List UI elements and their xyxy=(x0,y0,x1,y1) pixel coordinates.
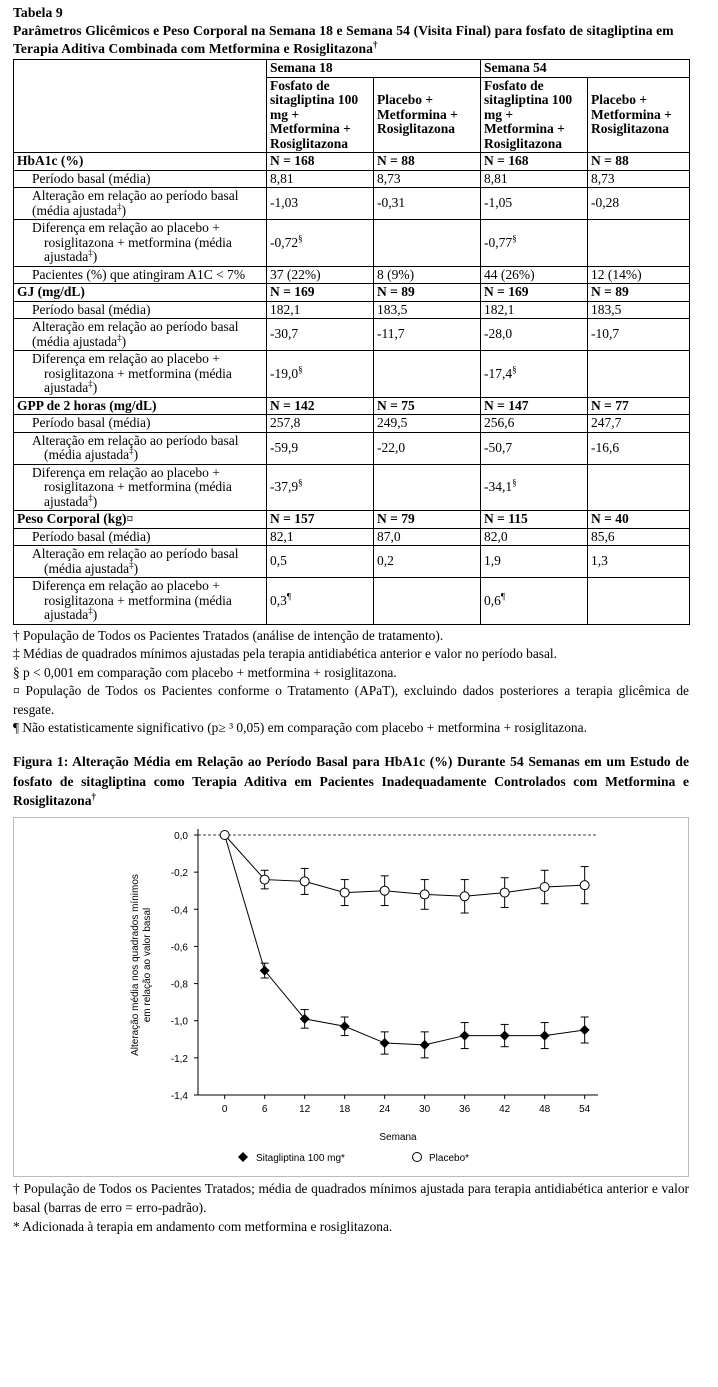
figure-footnote: * Adicionada à terapia em andamento com metformina e rosiglitazona. xyxy=(13,1218,393,1234)
value-text: 182,1 xyxy=(484,301,515,317)
row-label xyxy=(14,432,267,464)
row-label xyxy=(14,546,267,578)
table-row xyxy=(14,170,690,188)
value-cell xyxy=(588,220,690,267)
value-text: 8 (9%) xyxy=(377,266,415,282)
table-row xyxy=(14,266,690,284)
row-label-text: Alteração em relação ao período basal (média ajustada‡) xyxy=(32,319,239,349)
row-label-mark: ‡ xyxy=(129,559,134,569)
placebo-data-point xyxy=(420,889,429,898)
value-cell xyxy=(267,170,374,188)
value-cell xyxy=(267,415,374,433)
placebo-data-point xyxy=(460,891,469,900)
table-header-row-weeks xyxy=(14,60,690,78)
row-label-text: Diferença em relação ao placebo + rosiglitazona + metformina (média ajustada‡) xyxy=(32,351,232,395)
section-n-cell: N = 168 xyxy=(481,153,588,171)
x-tick-label: 12 xyxy=(299,1103,311,1115)
row-label-text: Período basal (média) xyxy=(32,528,151,544)
value-text: -16,6 xyxy=(591,439,620,455)
header-sitagliptin-w54: Fosfato de sitagliptina 100 mg + Metformina + Rosiglitazona xyxy=(481,77,588,153)
section-n-cell: N = 77 xyxy=(588,397,690,415)
sitagliptin-data-point xyxy=(460,1030,470,1040)
x-tick-label: 24 xyxy=(379,1103,391,1115)
value-cell xyxy=(588,546,690,578)
value-text: 247,7 xyxy=(591,415,622,430)
value-cell xyxy=(267,432,374,464)
row-label xyxy=(14,415,267,433)
x-tick-label: 30 xyxy=(419,1103,431,1115)
header-placebo-w54: Placebo + Metformina + Rosiglitazona xyxy=(588,77,690,153)
value-text: 1,3 xyxy=(591,553,608,569)
value-text: -30,7 xyxy=(270,326,299,342)
table-row xyxy=(14,432,690,464)
row-label-mark: ‡ xyxy=(117,332,122,342)
glycemic-parameters-table xyxy=(13,59,690,625)
value-text: -11,7 xyxy=(377,326,405,342)
value-cell xyxy=(588,415,690,433)
row-label-text: Período basal (média) xyxy=(32,170,151,186)
section-name: GPP de 2 horas (mg/dL) xyxy=(17,397,157,413)
x-tick-label: 48 xyxy=(539,1103,551,1115)
sitagliptin-data-point xyxy=(420,1039,430,1049)
value-cell xyxy=(374,170,481,188)
sitagliptin-series-line xyxy=(225,835,585,1045)
value-cell xyxy=(481,319,588,351)
y-tick-label: -0,6 xyxy=(170,941,188,953)
y-tick-label: -0,4 xyxy=(170,904,188,916)
value-text: 1,9 xyxy=(484,553,501,569)
value-cell xyxy=(481,188,588,220)
row-label-mark: ‡ xyxy=(88,605,93,616)
placebo-data-point xyxy=(340,888,349,897)
value-cell xyxy=(267,351,374,398)
y-tick-label: -1,2 xyxy=(170,1053,188,1065)
x-tick-label: 0 xyxy=(221,1103,228,1115)
table-footnote: † População de Todos os Pacientes Tratados (análise de intenção de tratamento). xyxy=(13,627,444,643)
value-text: -0,72 xyxy=(270,234,299,250)
section-label xyxy=(14,397,267,415)
row-label xyxy=(14,578,267,625)
section-mark: ¤ xyxy=(126,511,134,526)
value-mark: ¶ xyxy=(286,591,291,601)
value-text: 0,3 xyxy=(270,592,287,608)
value-cell xyxy=(481,220,588,267)
table-number: Tabela 9 xyxy=(13,5,63,20)
value-cell xyxy=(374,188,481,220)
value-text: 12 (14%) xyxy=(591,266,642,282)
table-row xyxy=(14,220,690,267)
legend-placebo-label: Placebo* xyxy=(429,1152,470,1164)
value-cell xyxy=(267,301,374,319)
table-footnote: ¶ Não estatisticamente significativo (p≥ ³ 0,05) em comparação com placebo + metformina + rosiglitazona. xyxy=(13,720,587,736)
value-text: 183,5 xyxy=(377,301,408,317)
section-n-cell: N = 115 xyxy=(481,511,588,529)
figure-title: Figura 1: Alteração Média em Relação ao Período Basal para HbA1c (%) Durante 54 Semanas em um Estudo de fosfato de sitagliptina como Terapia Aditiva em Pacientes Inadequadamente Controlados com Metformina e Rosiglitazona† xyxy=(13,754,689,809)
table-footnote: § p < 0,001 em comparação com placebo + metformina + rosiglitazona. xyxy=(13,664,397,680)
row-label-text: Período basal (média) xyxy=(32,415,151,430)
row-label-mark: ‡ xyxy=(129,445,134,456)
y-tick-label: -0,2 xyxy=(170,867,188,879)
value-cell xyxy=(588,319,690,351)
value-cell xyxy=(588,266,690,284)
header-sitagliptin-w18: Fosfato de sitagliptina 100 mg + Metformina + Rosiglitazona xyxy=(267,77,374,153)
section-n-cell: N = 88 xyxy=(374,153,481,171)
legend-sitagliptin-label: Sitagliptina 100 mg* xyxy=(256,1152,345,1164)
value-text: -59,9 xyxy=(270,439,299,455)
section-row xyxy=(14,153,690,171)
value-cell xyxy=(267,266,374,284)
placebo-data-point xyxy=(220,830,229,839)
value-cell xyxy=(374,319,481,351)
section-n-cell: N = 157 xyxy=(267,511,374,529)
value-text: -0,28 xyxy=(591,195,620,211)
row-label-text: Período basal (média) xyxy=(32,301,151,317)
section-n-cell: N = 89 xyxy=(374,284,481,302)
value-cell xyxy=(374,351,481,398)
value-text: -17,4 xyxy=(484,365,513,381)
value-mark: § xyxy=(512,364,517,374)
value-cell xyxy=(267,578,374,625)
x-tick-label: 54 xyxy=(579,1103,591,1115)
row-label-mark: ‡ xyxy=(88,492,93,502)
value-cell xyxy=(267,546,374,578)
value-cell xyxy=(374,432,481,464)
value-text: 8,73 xyxy=(591,170,615,186)
table-footnote: ¤ População de Todos os Pacientes conforme o Tratamento (APaT), excluindo dados posteriores a terapia glicêmica de resgate. xyxy=(13,683,689,717)
value-text: -28,0 xyxy=(484,326,513,342)
value-cell xyxy=(374,528,481,546)
value-cell xyxy=(588,188,690,220)
table-row xyxy=(14,301,690,319)
x-axis-title: Semana xyxy=(379,1131,417,1143)
value-text: 44 (26%) xyxy=(484,266,535,282)
value-cell xyxy=(588,432,690,464)
sitagliptin-data-point xyxy=(380,1038,390,1048)
value-text: 85,6 xyxy=(591,528,615,544)
table-caption: Parâmetros Glicêmicos e Peso Corporal na Semana 18 e Semana 54 (Visita Final) para fosfato de sitagliptina em Terapia Aditiva Combinada com Metformina e Rosiglitazona† xyxy=(13,23,674,56)
hba1c-chart xyxy=(13,817,689,1177)
table-row xyxy=(14,188,690,220)
figure-footnotes xyxy=(13,1179,689,1236)
value-cell xyxy=(267,319,374,351)
value-text: 182,1 xyxy=(270,301,301,317)
value-cell xyxy=(588,578,690,625)
placebo-data-point xyxy=(540,882,549,891)
row-label-mark: ‡ xyxy=(88,378,93,389)
value-cell xyxy=(267,220,374,267)
row-label xyxy=(14,464,267,511)
value-cell xyxy=(481,351,588,398)
value-cell xyxy=(374,464,481,511)
x-tick-label: 42 xyxy=(499,1103,511,1115)
table-row xyxy=(14,319,690,351)
value-text: 0,5 xyxy=(270,553,287,569)
value-cell xyxy=(588,528,690,546)
header-placebo-w18: Placebo + Metformina + Rosiglitazona xyxy=(374,77,481,153)
value-cell xyxy=(481,464,588,511)
value-cell xyxy=(267,188,374,220)
value-text: 37 (22%) xyxy=(270,266,321,282)
section-label xyxy=(14,284,267,302)
section-n-cell: N = 142 xyxy=(267,397,374,415)
y-tick-label: -1,4 xyxy=(170,1090,188,1102)
value-text: -37,9 xyxy=(270,479,299,494)
table-row xyxy=(14,415,690,433)
row-label-text: Alteração em relação ao período basal (média ajustada‡) xyxy=(32,188,239,218)
placebo-series-line xyxy=(225,835,585,896)
document-page xyxy=(13,4,689,1236)
y-tick-label: 0,0 xyxy=(174,830,188,842)
value-mark: § xyxy=(512,233,517,243)
table-row xyxy=(14,528,690,546)
value-cell xyxy=(481,528,588,546)
placebo-data-point xyxy=(580,880,589,889)
row-label xyxy=(14,528,267,546)
value-text: -10,7 xyxy=(591,326,620,342)
placebo-data-point xyxy=(260,875,269,884)
value-text: -34,1 xyxy=(484,479,513,494)
table-row xyxy=(14,351,690,398)
section-row xyxy=(14,511,690,529)
value-text: 0,2 xyxy=(377,553,394,569)
placebo-data-point xyxy=(300,876,309,885)
section-n-cell: N = 147 xyxy=(481,397,588,415)
section-n-cell: N = 88 xyxy=(588,153,690,171)
placebo-data-point xyxy=(380,886,389,895)
row-label-text: Diferença em relação ao placebo + rosiglitazona + metformina (média ajustada‡) xyxy=(32,578,232,622)
value-cell xyxy=(374,266,481,284)
row-label-text: Diferença em relação ao placebo + rosiglitazona + metformina (média ajustada‡) xyxy=(32,220,232,264)
value-text: 256,6 xyxy=(484,415,515,430)
value-text: 8,81 xyxy=(484,170,508,186)
value-text: 82,0 xyxy=(484,528,508,544)
section-n-cell: N = 168 xyxy=(267,153,374,171)
placebo-data-point xyxy=(500,888,509,897)
section-n-cell: N = 79 xyxy=(374,511,481,529)
y-axis-title: Alteração média nos quadrados mínimosem relação ao valor basal xyxy=(130,873,153,1056)
row-label-mark: ‡ xyxy=(88,247,93,258)
section-name: Peso Corporal (kg) xyxy=(17,511,127,526)
value-mark: ¶ xyxy=(500,591,505,601)
value-text: -0,31 xyxy=(377,195,406,211)
value-cell xyxy=(588,351,690,398)
value-mark: § xyxy=(512,477,517,488)
value-text: 8,73 xyxy=(377,170,401,186)
section-row xyxy=(14,397,690,415)
section-n-cell: N = 40 xyxy=(588,511,690,529)
y-tick-label: -0,8 xyxy=(170,979,188,991)
sitagliptin-data-point xyxy=(580,1025,590,1035)
value-cell xyxy=(481,415,588,433)
value-cell xyxy=(481,301,588,319)
value-cell xyxy=(481,170,588,188)
row-label xyxy=(14,301,267,319)
value-text: -0,77 xyxy=(484,234,513,250)
value-text: 249,5 xyxy=(377,415,408,430)
row-label xyxy=(14,170,267,188)
value-text: -50,7 xyxy=(484,439,513,455)
value-cell xyxy=(374,301,481,319)
sitagliptin-data-point xyxy=(500,1030,510,1040)
chart-frame xyxy=(14,817,689,1176)
value-cell xyxy=(374,220,481,267)
header-week54: Semana 54 xyxy=(481,60,690,78)
legend-sitagliptin-marker xyxy=(238,1152,248,1162)
table-row xyxy=(14,464,690,511)
row-label-mark: ‡ xyxy=(117,201,122,211)
value-cell xyxy=(481,432,588,464)
value-cell xyxy=(374,546,481,578)
table-row xyxy=(14,546,690,578)
sitagliptin-data-point xyxy=(340,1021,350,1031)
value-cell xyxy=(481,266,588,284)
table-footnotes xyxy=(13,627,689,739)
value-text: -22,0 xyxy=(377,439,406,455)
table-title xyxy=(13,4,689,58)
value-text: 82,1 xyxy=(270,528,294,544)
sitagliptin-data-point xyxy=(540,1030,550,1040)
value-text: 0,6 xyxy=(484,592,501,608)
value-cell xyxy=(374,415,481,433)
section-label xyxy=(14,511,267,529)
section-name: GJ (mg/dL) xyxy=(17,284,85,299)
row-label xyxy=(14,220,267,267)
section-row xyxy=(14,284,690,302)
table-footnote: ‡ Médias de quadrados mínimos ajustadas pela terapia antidiabética anterior e valor no período basal. xyxy=(13,646,557,662)
value-cell xyxy=(588,464,690,511)
row-label-text: Alteração em relação ao período basal (média ajustada‡) xyxy=(32,432,239,462)
value-cell xyxy=(588,301,690,319)
x-tick-label: 18 xyxy=(339,1103,351,1115)
figure-footnote: † População de Todos os Pacientes Tratados; média de quadrados mínimos ajustada para terapia antidiabética anterior e valor basal (barras de erro = erro-padrão). xyxy=(13,1180,689,1215)
value-text: 87,0 xyxy=(377,528,401,544)
value-mark: § xyxy=(298,477,303,488)
y-tick-label: -1,0 xyxy=(170,1016,188,1028)
section-n-cell: N = 169 xyxy=(267,284,374,302)
value-cell xyxy=(481,546,588,578)
row-label xyxy=(14,351,267,398)
value-mark: § xyxy=(298,364,303,374)
value-text: -19,0 xyxy=(270,365,299,381)
value-text: 183,5 xyxy=(591,301,622,317)
section-n-cell: N = 169 xyxy=(481,284,588,302)
section-label xyxy=(14,153,267,171)
row-label xyxy=(14,319,267,351)
row-label-text: Alteração em relação ao período basal (média ajustada‡) xyxy=(32,546,239,576)
value-cell xyxy=(267,528,374,546)
value-cell xyxy=(481,578,588,625)
header-week18: Semana 18 xyxy=(267,60,481,78)
row-label-text: Pacientes (%) que atingiram A1C < 7% xyxy=(32,266,246,282)
x-tick-label: 36 xyxy=(459,1103,471,1115)
row-label-text: Diferença em relação ao placebo + rosiglitazona + metformina (média ajustada‡) xyxy=(32,464,232,509)
value-cell xyxy=(374,578,481,625)
value-mark: § xyxy=(298,233,303,243)
value-text: 257,8 xyxy=(270,415,301,430)
row-label xyxy=(14,266,267,284)
header-empty-cell xyxy=(14,60,267,153)
row-label xyxy=(14,188,267,220)
section-n-cell: N = 89 xyxy=(588,284,690,302)
section-name: HbA1c (%) xyxy=(17,153,84,168)
table-row xyxy=(14,578,690,625)
hba1c-chart-svg xyxy=(13,817,689,1177)
value-text: -1,03 xyxy=(270,195,299,211)
value-text: 8,81 xyxy=(270,170,294,186)
section-n-cell: N = 75 xyxy=(374,397,481,415)
value-cell xyxy=(267,464,374,511)
x-tick-label: 6 xyxy=(261,1103,268,1115)
value-cell xyxy=(588,170,690,188)
legend-placebo-marker xyxy=(413,1152,422,1161)
value-text: -1,05 xyxy=(484,195,513,211)
